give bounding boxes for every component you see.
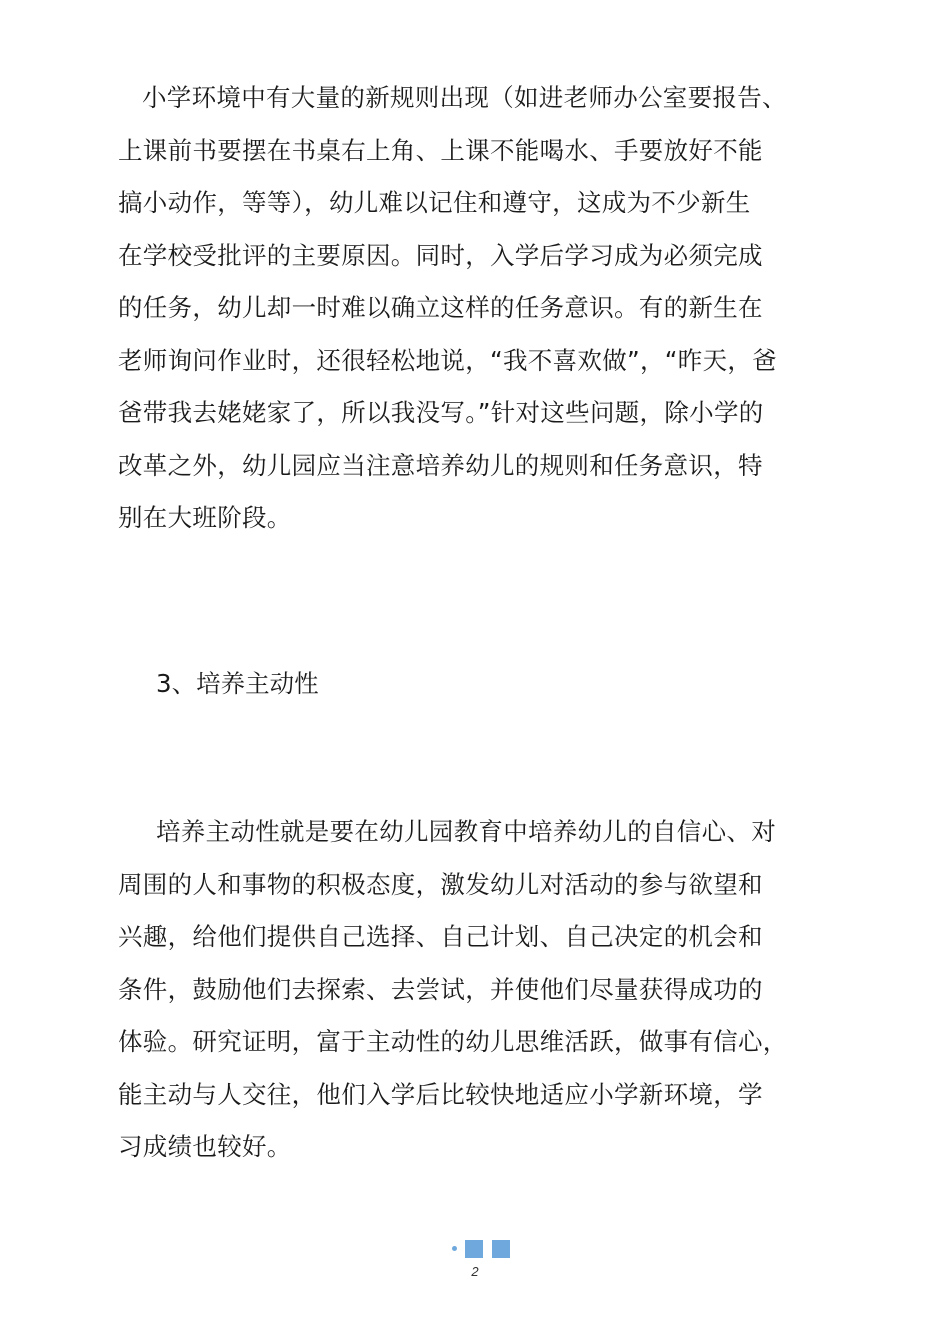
footer-dot [452, 1246, 457, 1251]
paragraph-line: 周围的人和事物的积极态度，激发幼儿对活动的参与欲望和 [118, 869, 763, 899]
paragraph-line: 改革之外，幼儿园应当注意培养幼儿的规则和任务意识，特 [118, 450, 763, 480]
section-heading: 3、培养主动性 [156, 669, 319, 698]
paragraph-line: 老师询问作业时，还很轻松地说，“我不喜欢做”，“昨天，爸 [118, 345, 777, 375]
footer-square [465, 1240, 483, 1258]
paragraph-line: 搞小动作，等等），幼儿难以记住和遵守，这成为不少新生 [118, 188, 751, 217]
paragraph-line: 培养主动性就是要在幼儿园教育中培养幼儿的自信心、对 [156, 817, 776, 846]
paragraph-line: 兴趣，给他们提供自己选择、自己计划、自己决定的机会和 [118, 922, 763, 951]
footer-decoration-icon [452, 1240, 512, 1260]
paragraph-line: 别在大班阶段。 [118, 503, 292, 532]
paragraph-rules [118, 72, 858, 545]
page-number: 2 [471, 1264, 479, 1279]
paragraph-line: 习成绩也较好。 [118, 1132, 292, 1161]
paragraph-line: 体验。研究证明，富于主动性的幼儿思维活跃，做事有信心， [118, 1027, 788, 1056]
paragraph-line: 在学校受批评的主要原因。同时，入学后学习成为必须完成 [118, 240, 763, 270]
paragraph-line: 能主动与人交往，他们入学后比较快地适应小学新环境，学 [118, 1079, 763, 1109]
paragraph-line: 的任务，幼儿却一时难以确立这样的任务意识。有的新生在 [118, 293, 763, 322]
paragraph-line: 条件，鼓励他们去探索、去尝试，并使他们尽量获得成功的 [118, 974, 763, 1004]
footer-square [492, 1240, 510, 1258]
paragraph-line: 小学环境中有大量的新规则出现（如进老师办公室要报告、 [142, 83, 787, 112]
paragraph-line: 爸带我去姥姥家了，所以我没写。”针对这些问题，除小学的 [118, 398, 764, 427]
paragraph-initiative [118, 806, 858, 1174]
paragraph-line: 上课前书要摆在书桌右上角、上课不能喝水、手要放好不能 [118, 135, 763, 165]
